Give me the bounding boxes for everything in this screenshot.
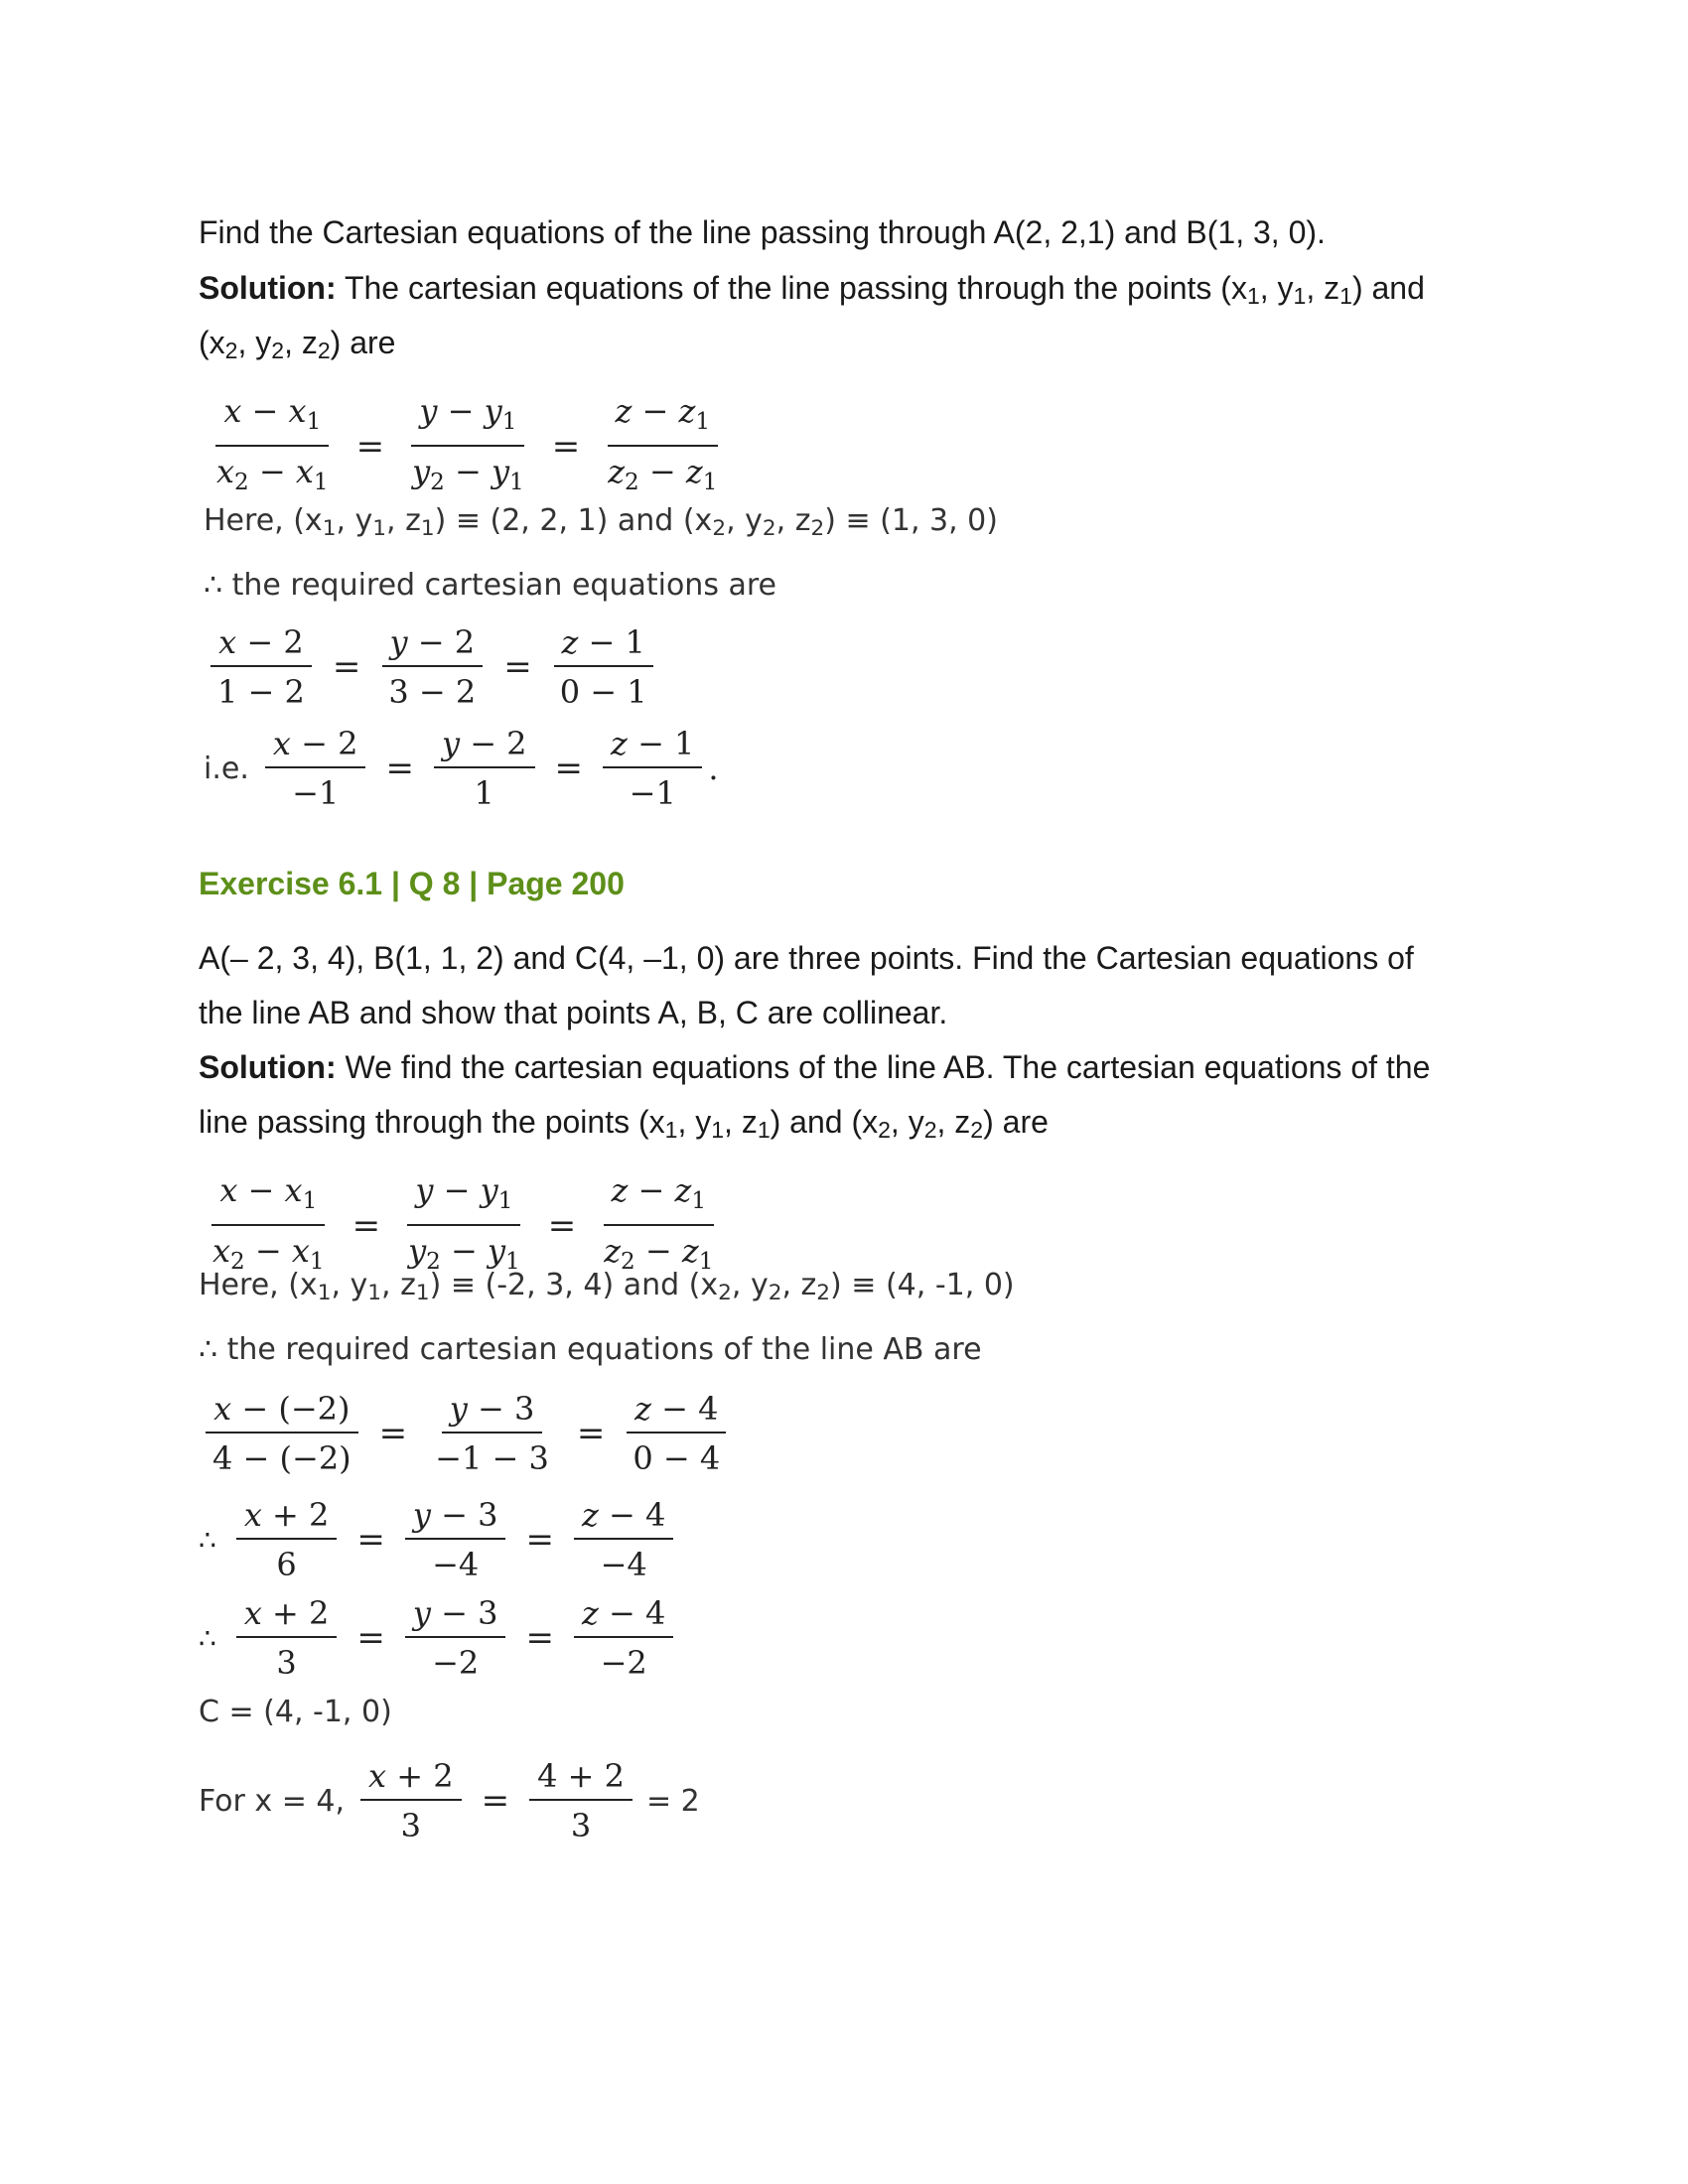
q7-final-equation: i.e. $\frac{x - 2}{-1}$ = $\frac{y - 2}{1}$ = $\frac{z - 1}{-1}$ . — [204, 725, 719, 812]
q8-therefore-line: ∴ the required cartesian equations of the line AB are — [199, 1332, 982, 1367]
exercise-heading: Exercise 6.1 | Q 8 | Page 200 — [199, 866, 625, 901]
q7-here-line: Here, ($x_1$, $y_1$, $z_1) \equiv (2$, 2, 1) and ($x_2$, $y_2$, $z_2) \equiv (1$, 3, 0) — [204, 503, 998, 541]
q8-check-equation: For x = 4, $\frac{x + 2}{3}$ = $\frac{4 + 2}{3}$ = 2 — [199, 1757, 700, 1844]
q8-question-line1: A(– 2, 3, 4), B(1, 1, 2) and C(4, –1, 0) are three points. Find the Cartesian equations of — [199, 940, 1414, 976]
solution-label: Solution: — [199, 270, 337, 306]
q7-general-formula: $\frac{x - x_1}{x_2 - x_1}$ = $\frac{y - y_1}{y_2 - y_1}$ = $\frac{z - z_1}{z_2 - z_1}$ — [216, 392, 718, 495]
q8-simplified-equation-2: ∴ $\frac{x + 2}{3}$ = $\frac{y - 3}{-2}$ = $\frac{z - 4}{-2}$ — [199, 1594, 679, 1682]
q7-question: Find the Cartesian equations of the line passing through A(2, 2,1) and B(1, 3, 0). — [199, 214, 1326, 250]
q7-therefore-line: ∴ the required cartesian equations are — [204, 568, 777, 603]
q7-solution-line2: ($x_2$, $y_2$, $z_2$) are — [199, 325, 396, 364]
q8-solution-line1: Solution: We find the cartesian equations of the line AB. The cartesian equations of the — [199, 1049, 1431, 1085]
q7-substituted-equation: $\frac{x - 2}{1 - 2}$ = $\frac{y - 2}{3 - 2}$ = $\frac{z - 1}{0 - 1}$ — [204, 623, 661, 711]
solution-label: Solution: — [199, 1049, 337, 1085]
q8-question-line2: the line AB and show that points A, B, C are collinear. — [199, 995, 948, 1030]
q8-solution-line2: line passing through the points ($x_1$, $y_1$, $z_1$) and ($x_2$, $y_2$, $z_2$) are — [199, 1104, 1049, 1144]
q8-simplified-equation-1: ∴ $\frac{x + 2}{6}$ = $\frac{y - 3}{-4}$ = $\frac{z - 4}{-4}$ — [199, 1496, 679, 1583]
q8-c-point: C = (4, -1, 0) — [199, 1695, 392, 1729]
q8-substituted-equation: $\frac{x - (-2)}{4 - (-2)}$ = $\frac{y - 3}{-1 - 3}$ = $\frac{z - 4}{0 - 4}$ — [199, 1390, 734, 1477]
q8-general-formula: $\frac{x - x_1}{x_2 - x_1}$ = $\frac{y - y_1}{y_2 - y_1}$ = $\frac{z - z_1}{z_2 - z_1}$ — [212, 1171, 714, 1275]
q7-solution-line1: Solution: The cartesian equations of the line passing through the points ($x_1$, $y_1$, $z_1$) and — [199, 270, 1425, 310]
q8-here-line: Here, ($x_1$, $y_1$, $z_1) \equiv (-2$, 3, 4) and ($x_2$, $y_2$, $z_2) \equiv (4$, -1, 0) — [199, 1268, 1015, 1305]
